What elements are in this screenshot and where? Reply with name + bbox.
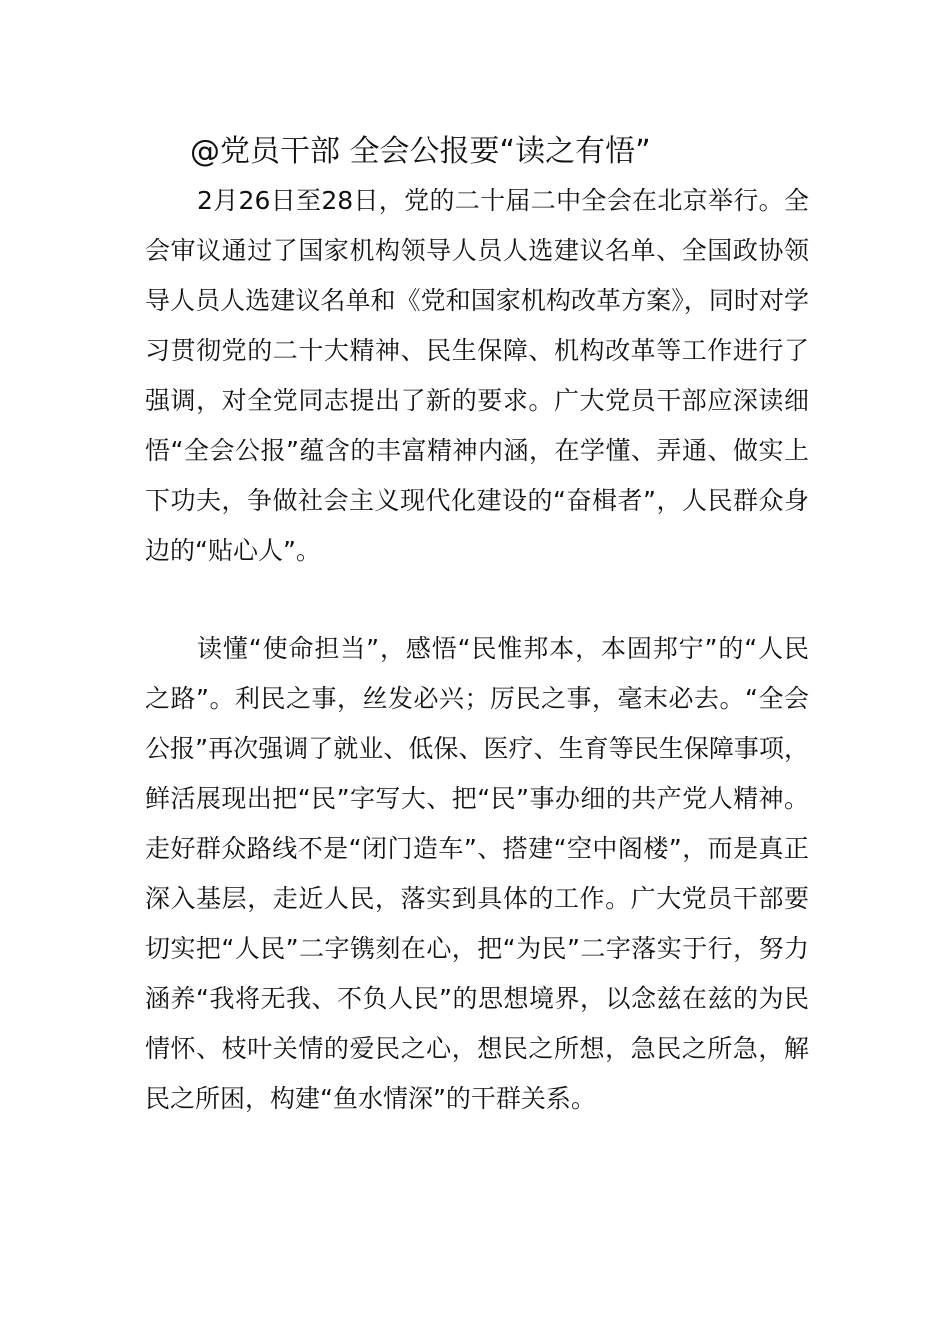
paragraph-intro: 2月26日至28日，党的二十届二中全会在北京举行。全会审议通过了国家机构领导人员人选建议名单、全国政协领导人员人选建议名单和《党和国家机构改革方案》，同时对学习贯彻党的二十大精神、民生保障、机构改革等工作进行了强调，对全党同志提出了新的要求。广大党员干部应深读细悟“全会公报”蕴含的丰富精神内涵，在学懂、弄通、做实上下功夫，争做社会主义现代化建设的“奋楫者”，人民群众身边的“贴心人”。 <box>145 186 809 565</box>
paragraph-mission: 读懂“使命担当”，感悟“民惟邦本，本固邦宁”的“人民之路”。利民之事，丝发必兴；厉民之事，毫末必去。“全会公报”再次强调了就业、低保、医疗、生育等民生保障事项，鲜活展现出把“民”字写大、把“民”事办细的共产党人精神。走好群众路线不是“闭门造车”、搭建“空中阁楼”，而是真正深入基层，走近人民，落实到具体的工作。广大党员干部要切实把“人民”二字镌刻在心，把“为民”二字落实于行，努力涵养“我将无我、不负人民”的思想境界，以念兹在兹的为民情怀、枝叶关情的爱民之心，想民之所想，急民之所急，解民之所困，构建“鱼水情深”的干群关系。 <box>145 634 809 1113</box>
document-title: @党员干部 全会公报要“读之有悟” <box>190 134 651 169</box>
